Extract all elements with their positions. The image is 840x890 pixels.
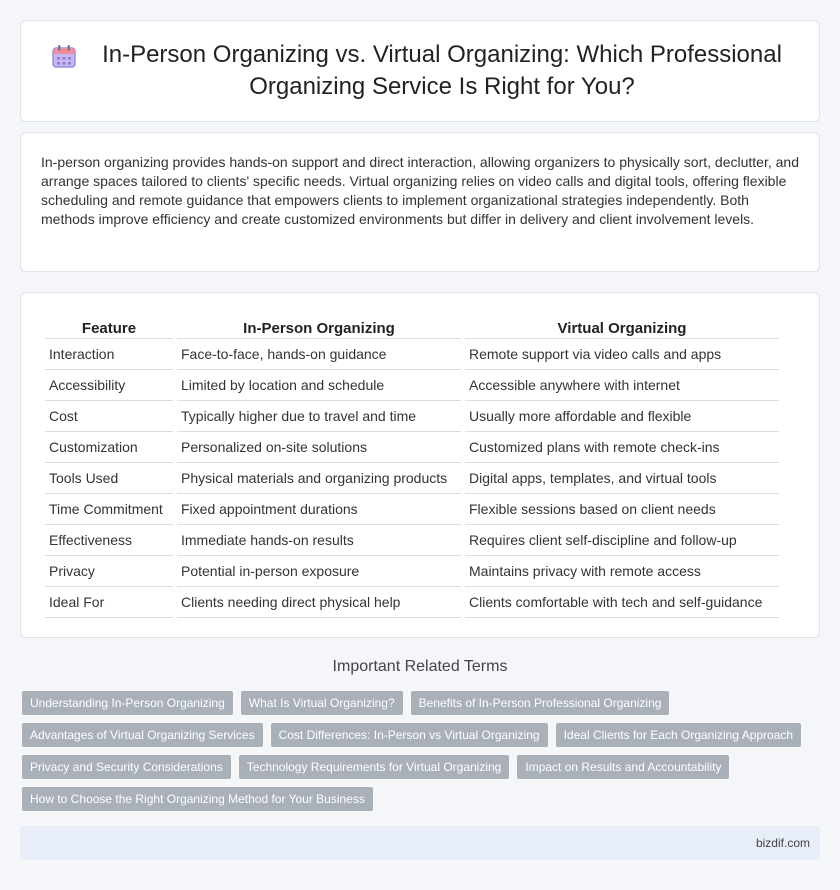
cell-virtual: Requires client self-discipline and follow-up [465, 525, 779, 556]
related-term-tag[interactable]: Impact on Results and Accountability [517, 755, 729, 779]
comparison-table-card [20, 292, 820, 638]
table-row [45, 339, 779, 370]
related-term-tag[interactable]: Understanding In-Person Organizing [22, 691, 233, 715]
related-term-tag[interactable]: What Is Virtual Organizing? [241, 691, 403, 715]
table-row [45, 432, 779, 463]
cell-virtual: Remote support via video calls and apps [465, 339, 779, 370]
header-virtual: Virtual Organizing [465, 311, 779, 339]
cell-virtual: Usually more affordable and flexible [465, 401, 779, 432]
cell-in-person: Personalized on-site solutions [177, 432, 461, 463]
table-row [45, 494, 779, 525]
cell-in-person: Limited by location and schedule [177, 370, 461, 401]
cell-feature: Customization [45, 432, 173, 463]
cell-in-person: Potential in-person exposure [177, 556, 461, 587]
related-term-tag[interactable]: Ideal Clients for Each Organizing Approach [556, 723, 801, 747]
cell-in-person: Typically higher due to travel and time [177, 401, 461, 432]
cell-virtual: Accessible anywhere with internet [465, 370, 779, 401]
table-row [45, 401, 779, 432]
header-in-person: In-Person Organizing [177, 311, 461, 339]
table-row [45, 587, 779, 618]
related-term-tag[interactable]: Privacy and Security Considerations [22, 755, 231, 779]
cell-virtual: Flexible sessions based on client needs [465, 494, 779, 525]
cell-feature: Ideal For [45, 587, 173, 618]
cell-in-person: Face-to-face, hands-on guidance [177, 339, 461, 370]
cell-in-person: Fixed appointment durations [177, 494, 461, 525]
cell-virtual: Clients comfortable with tech and self-guidance [465, 587, 779, 618]
intro-paragraph: In-person organizing provides hands-on support and direct interaction, allowing organizers to physically sort, declutter, and arrange spaces tailored to clients' specific needs. Virtual organizing relies on video calls and digital tools, offering flexible scheduling and remote guidance that empowers clients to implement organizational strategies independently. Both methods improve efficiency and create customized environments but differ in delivery and client involvement levels. [41, 154, 799, 227]
page-title: In-Person Organizing vs. Virtual Organizing: Which Professional Organizing Service Is Right for You? [102, 41, 782, 100]
intro-card [20, 132, 820, 272]
related-term-tag[interactable]: Advantages of Virtual Organizing Services [22, 723, 263, 747]
cell-feature: Privacy [45, 556, 173, 587]
cell-virtual: Customized plans with remote check-ins [465, 432, 779, 463]
cell-feature: Effectiveness [45, 525, 173, 556]
footer [20, 826, 820, 860]
cell-feature: Tools Used [45, 463, 173, 494]
cell-feature: Interaction [45, 339, 173, 370]
related-term-tag[interactable]: Technology Requirements for Virtual Organizing [239, 755, 510, 779]
table-header-row [45, 311, 779, 339]
table-body [45, 339, 779, 618]
related-term-tag[interactable]: How to Choose the Right Organizing Method for Your Business [22, 787, 373, 811]
cell-virtual: Digital apps, templates, and virtual tools [465, 463, 779, 494]
table-row [45, 556, 779, 587]
related-term-tag[interactable]: Cost Differences: In-Person vs Virtual Organizing [271, 723, 548, 747]
cell-in-person: Physical materials and organizing products [177, 463, 461, 494]
cell-feature: Cost [45, 401, 173, 432]
cell-in-person: Clients needing direct physical help [177, 587, 461, 618]
table-row [45, 463, 779, 494]
comparison-table [41, 311, 783, 618]
related-terms-list [22, 691, 812, 811]
cell-virtual: Maintains privacy with remote access [465, 556, 779, 587]
title-wrap [21, 39, 819, 103]
related-term-tag[interactable]: Benefits of In-Person Professional Organizing [411, 691, 670, 715]
table-row [45, 370, 779, 401]
calendar-icon [51, 43, 77, 69]
related-terms-title: Important Related Terms [332, 658, 508, 675]
cell-feature: Accessibility [45, 370, 173, 401]
table-row [45, 525, 779, 556]
cell-in-person: Immediate hands-on results [177, 525, 461, 556]
header-feature: Feature [45, 311, 173, 339]
footer-site[interactable]: bizdif.com [755, 836, 810, 850]
cell-feature: Time Commitment [45, 494, 173, 525]
title-card [20, 20, 820, 122]
